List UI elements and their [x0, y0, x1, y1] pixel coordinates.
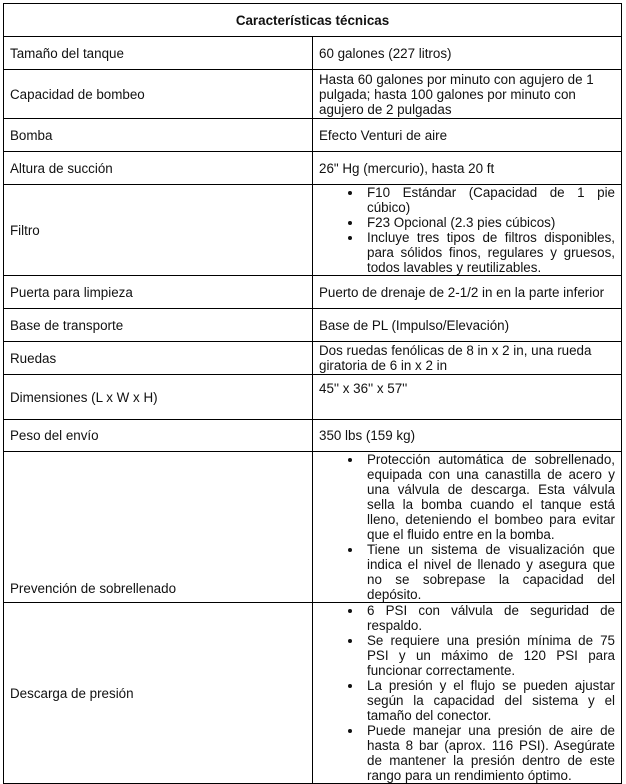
list-item: • Tiene un sistema de visualización que indica el nivel de llenado y asegura que no se sobrepase la capacidad del depósito.: [363, 542, 615, 602]
table-row: [4, 119, 622, 152]
table-row: [4, 375, 622, 420]
row-label: Base de transporte: [4, 309, 313, 342]
table-row: [4, 452, 622, 603]
bullet-list: [319, 185, 615, 275]
row-value: 45'' x 36'' x 57'': [313, 375, 622, 420]
row-value: [313, 452, 622, 603]
list-item: • Puede manejar una presión de aire de hasta 8 bar (aprox. 116 PSI). Asegúrate de mantener la presión dentro de este rango para un rendimiento óptimo.: [363, 723, 615, 783]
list-item: • Incluye tres tipos de filtros disponibles, para sólidos finos, regulares y gruesos, todos lavables y reutilizables.: [363, 230, 615, 275]
row-label: Dimensiones (L x W x H): [4, 375, 313, 420]
table-row: [4, 152, 622, 185]
row-label: Filtro: [4, 185, 313, 276]
list-item: • La presión y el flujo se pueden ajustar según la capacidad del sistema y el tamaño del conector.: [363, 678, 615, 723]
row-value: Efecto Venturi de aire: [313, 119, 622, 152]
row-value: Dos ruedas fenólicas de 8 in x 2 in, una rueda giratoria de 6 in x 2 in: [313, 342, 622, 375]
table-row: [4, 37, 622, 70]
row-value: Hasta 60 galones por minuto con agujero de 1 pulgada; hasta 100 galones por minuto con agujero de 2 pulgadas: [313, 70, 622, 119]
table-row: [4, 420, 622, 452]
row-label: Puerta para limpieza: [4, 276, 313, 309]
row-value: 60 galones (227 litros): [313, 37, 622, 70]
row-value: [313, 603, 622, 784]
row-label: Prevención de sobrellenado: [4, 452, 313, 603]
row-label: Descarga de presión: [4, 603, 313, 784]
table-row: [4, 309, 622, 342]
table-row: [4, 276, 622, 309]
list-item: • F23 Opcional (2.3 pies cúbicos): [363, 215, 615, 230]
bullet-list: [319, 452, 615, 602]
row-label: Ruedas: [4, 342, 313, 375]
row-label: Bomba: [4, 119, 313, 152]
table-row: [4, 342, 622, 375]
row-label: Altura de succión: [4, 152, 313, 185]
row-label: Peso del envío: [4, 420, 313, 452]
table-header-row: [4, 4, 622, 37]
table-title: Características técnicas: [4, 4, 622, 37]
bullet-list: [319, 603, 615, 783]
table-row: [4, 70, 622, 119]
row-value: Base de PL (Impulso/Elevación): [313, 309, 622, 342]
row-value: 26" Hg (mercurio), hasta 20 ft: [313, 152, 622, 185]
list-item: • Protección automática de sobrellenado, equipada con una canastilla de acero y una válvula de descarga. Esta válvula sella la bomba cuando el tanque está lleno, deteniendo el bombeo para evitar que el fluido entre en la bomba.: [363, 452, 615, 542]
row-value: Puerto de drenaje de 2-1/2 in en la parte inferior: [313, 276, 622, 309]
list-item: • F10 Estándar (Capacidad de 1 pie cúbico): [363, 185, 615, 215]
list-item: • 6 PSI con válvula de seguridad de respaldo.: [363, 603, 615, 633]
row-label: Capacidad de bombeo: [4, 70, 313, 119]
row-label: Tamaño del tanque: [4, 37, 313, 70]
table-row: [4, 603, 622, 784]
row-value: 350 lbs (159 kg): [313, 420, 622, 452]
row-value: [313, 185, 622, 276]
table-row: [4, 185, 622, 276]
list-item: • Se requiere una presión mínima de 75 PSI y un máximo de 120 PSI para funcionar correctamente.: [363, 633, 615, 678]
specs-table: [3, 3, 622, 784]
